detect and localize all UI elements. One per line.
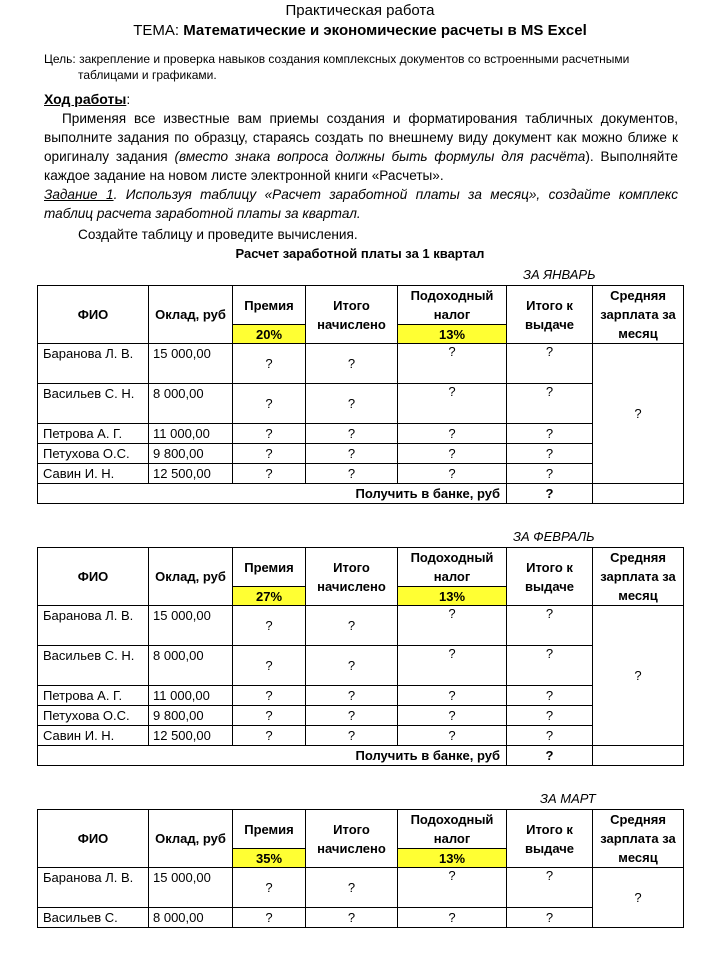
payout-formula: ? [507,908,593,928]
total-row [38,484,684,504]
col-header-salary: Оклад, руб [149,548,233,606]
col-header-salary: Оклад, руб [149,810,233,868]
total-formula: ? [507,484,593,504]
table-row [38,686,684,706]
salary-value: 8 000,00 [149,908,233,928]
col-header-payout: Итого к выдаче [507,548,593,606]
employee-name: Савин И. Н. [38,464,149,484]
accrued-formula: ? [306,868,398,908]
tax-formula: ? [398,444,507,464]
col-header-name: ФИО [38,548,149,606]
month-label-january: ЗА ЯНВАРЬ [523,267,596,282]
employee-name: Петрова А. Г. [38,424,149,444]
tax-rate-cell: 13% [398,587,507,606]
col-header-average: Средняя зарплата за месяц [593,548,684,606]
bonus-rate-cell: 35% [233,849,306,868]
tax-formula: ? [398,726,507,746]
tax-formula: ? [398,424,507,444]
payout-formula: ? [507,686,593,706]
employee-name: Баранова Л. В. [38,344,149,384]
salary-value: 12 500,00 [149,726,233,746]
salary-value: 9 800,00 [149,444,233,464]
bonus-formula: ? [233,726,306,746]
salary-table-january [37,285,684,504]
table-row [38,646,684,686]
col-header-payout: Итого к выдаче [507,286,593,344]
employee-name: Савин И. Н. [38,726,149,746]
salary-value: 8 000,00 [149,384,233,424]
bonus-formula: ? [233,464,306,484]
table-row [38,706,684,726]
empty-cell [593,746,684,766]
payout-formula: ? [507,384,593,424]
tax-formula: ? [398,686,507,706]
salary-value: 15 000,00 [149,868,233,908]
bonus-formula: ? [233,686,306,706]
salary-table-february [37,547,684,766]
total-label: Получить в банке, руб [38,484,507,504]
tax-rate-cell: 13% [398,325,507,344]
table-row [38,606,684,646]
employee-name: Петрова А. Г. [38,686,149,706]
payout-formula: ? [507,464,593,484]
col-header-accrued: Итого начислено [306,548,398,606]
table-row [38,344,684,384]
payout-formula: ? [507,726,593,746]
tax-formula: ? [398,384,507,424]
employee-name: Васильев С. Н. [38,646,149,686]
accrued-formula: ? [306,606,398,646]
bonus-formula: ? [233,424,306,444]
col-header-bonus: Премия [233,286,306,325]
bonus-formula: ? [233,646,306,686]
col-header-payout: Итого к выдаче [507,810,593,868]
employee-name: Баранова Л. В. [38,606,149,646]
goal-text: Цель: закрепление и проверка навыков создания комплексных документов со встроенными расчетными таблицами и графиками. [44,52,630,82]
payout-formula: ? [507,706,593,726]
progress-paragraph: Применяя все известные вам приемы создания и форматирования табличных документов, выполните задания по образцу, стараясь создать по внешнему виду документ как можно ближе к оригиналу задания (вместо знака вопроса должны быть формулы для расчёта). Выполняйте каждое задание на новом листе электронной книги «Расчеты». [44,111,678,183]
salary-value: 15 000,00 [149,606,233,646]
task-paragraph: Задание 1. Используя таблицу «Расчет заработной платы за месяц», создайте комплекс таблиц расчета заработной платы за квартал. [44,187,678,221]
salary-value: 12 500,00 [149,464,233,484]
bonus-formula: ? [233,606,306,646]
tax-formula: ? [398,344,507,384]
table-caption: Расчет заработной платы за 1 квартал [235,246,485,261]
tax-formula: ? [398,646,507,686]
employee-name: Петухова О.С. [38,706,149,726]
payout-formula: ? [507,606,593,646]
payout-formula: ? [507,868,593,908]
col-header-bonus: Премия [233,548,306,587]
average-formula: ? [593,344,684,484]
page-theme: ТЕМА: Математические и экономические расчеты в MS Excel [133,22,587,39]
tax-rate-cell: 13% [398,849,507,868]
total-row [38,746,684,766]
col-header-tax: Подоходный налог [398,286,507,325]
salary-value: 9 800,00 [149,706,233,726]
table-row [38,384,684,424]
col-header-bonus: Премия [233,810,306,849]
total-formula: ? [507,746,593,766]
salary-value: 15 000,00 [149,344,233,384]
col-header-average: Средняя зарплата за месяц [593,810,684,868]
bonus-rate-cell: 20% [233,325,306,344]
progress-heading: Ход работы: [44,91,131,107]
average-formula: ? [593,606,684,746]
table-row [38,464,684,484]
employee-name: Баранова Л. В. [38,868,149,908]
accrued-formula: ? [306,384,398,424]
total-label: Получить в банке, руб [38,746,507,766]
accrued-formula: ? [306,706,398,726]
accrued-formula: ? [306,646,398,686]
accrued-formula: ? [306,908,398,928]
accrued-formula: ? [306,344,398,384]
payout-formula: ? [507,444,593,464]
employee-name: Васильев С. [38,908,149,928]
tax-formula: ? [398,868,507,908]
bonus-formula: ? [233,344,306,384]
accrued-formula: ? [306,444,398,464]
bonus-formula: ? [233,706,306,726]
bonus-formula: ? [233,908,306,928]
table-row [38,424,684,444]
bonus-formula: ? [233,444,306,464]
col-header-name: ФИО [38,810,149,868]
month-label-february: ЗА ФЕВРАЛЬ [513,529,595,544]
table-row [38,726,684,746]
table-row [38,444,684,464]
bonus-rate-cell: 27% [233,587,306,606]
employee-name: Петухова О.С. [38,444,149,464]
col-header-name: ФИО [38,286,149,344]
col-header-average: Средняя зарплата за месяц [593,286,684,344]
empty-cell [593,484,684,504]
col-header-tax: Подоходный налог [398,810,507,849]
salary-value: 11 000,00 [149,686,233,706]
col-header-salary: Оклад, руб [149,286,233,344]
table-row [38,868,684,908]
payout-formula: ? [507,424,593,444]
accrued-formula: ? [306,686,398,706]
tax-formula: ? [398,606,507,646]
col-header-tax: Подоходный налог [398,548,507,587]
col-header-accrued: Итого начислено [306,286,398,344]
accrued-formula: ? [306,424,398,444]
page-title: Практическая работа [285,2,435,19]
col-header-accrued: Итого начислено [306,810,398,868]
tax-formula: ? [398,464,507,484]
salary-table-march [37,809,684,928]
bonus-formula: ? [233,384,306,424]
table-row [38,908,684,928]
tax-formula: ? [398,908,507,928]
payout-formula: ? [507,344,593,384]
salary-value: 8 000,00 [149,646,233,686]
employee-name: Васильев С. Н. [38,384,149,424]
accrued-formula: ? [306,464,398,484]
bonus-formula: ? [233,868,306,908]
tax-formula: ? [398,706,507,726]
average-formula: ? [593,868,684,928]
accrued-formula: ? [306,726,398,746]
salary-value: 11 000,00 [149,424,233,444]
month-label-march: ЗА МАРТ [540,791,596,806]
task-instruction: Создайте таблицу и проведите вычисления. [78,227,358,242]
payout-formula: ? [507,646,593,686]
